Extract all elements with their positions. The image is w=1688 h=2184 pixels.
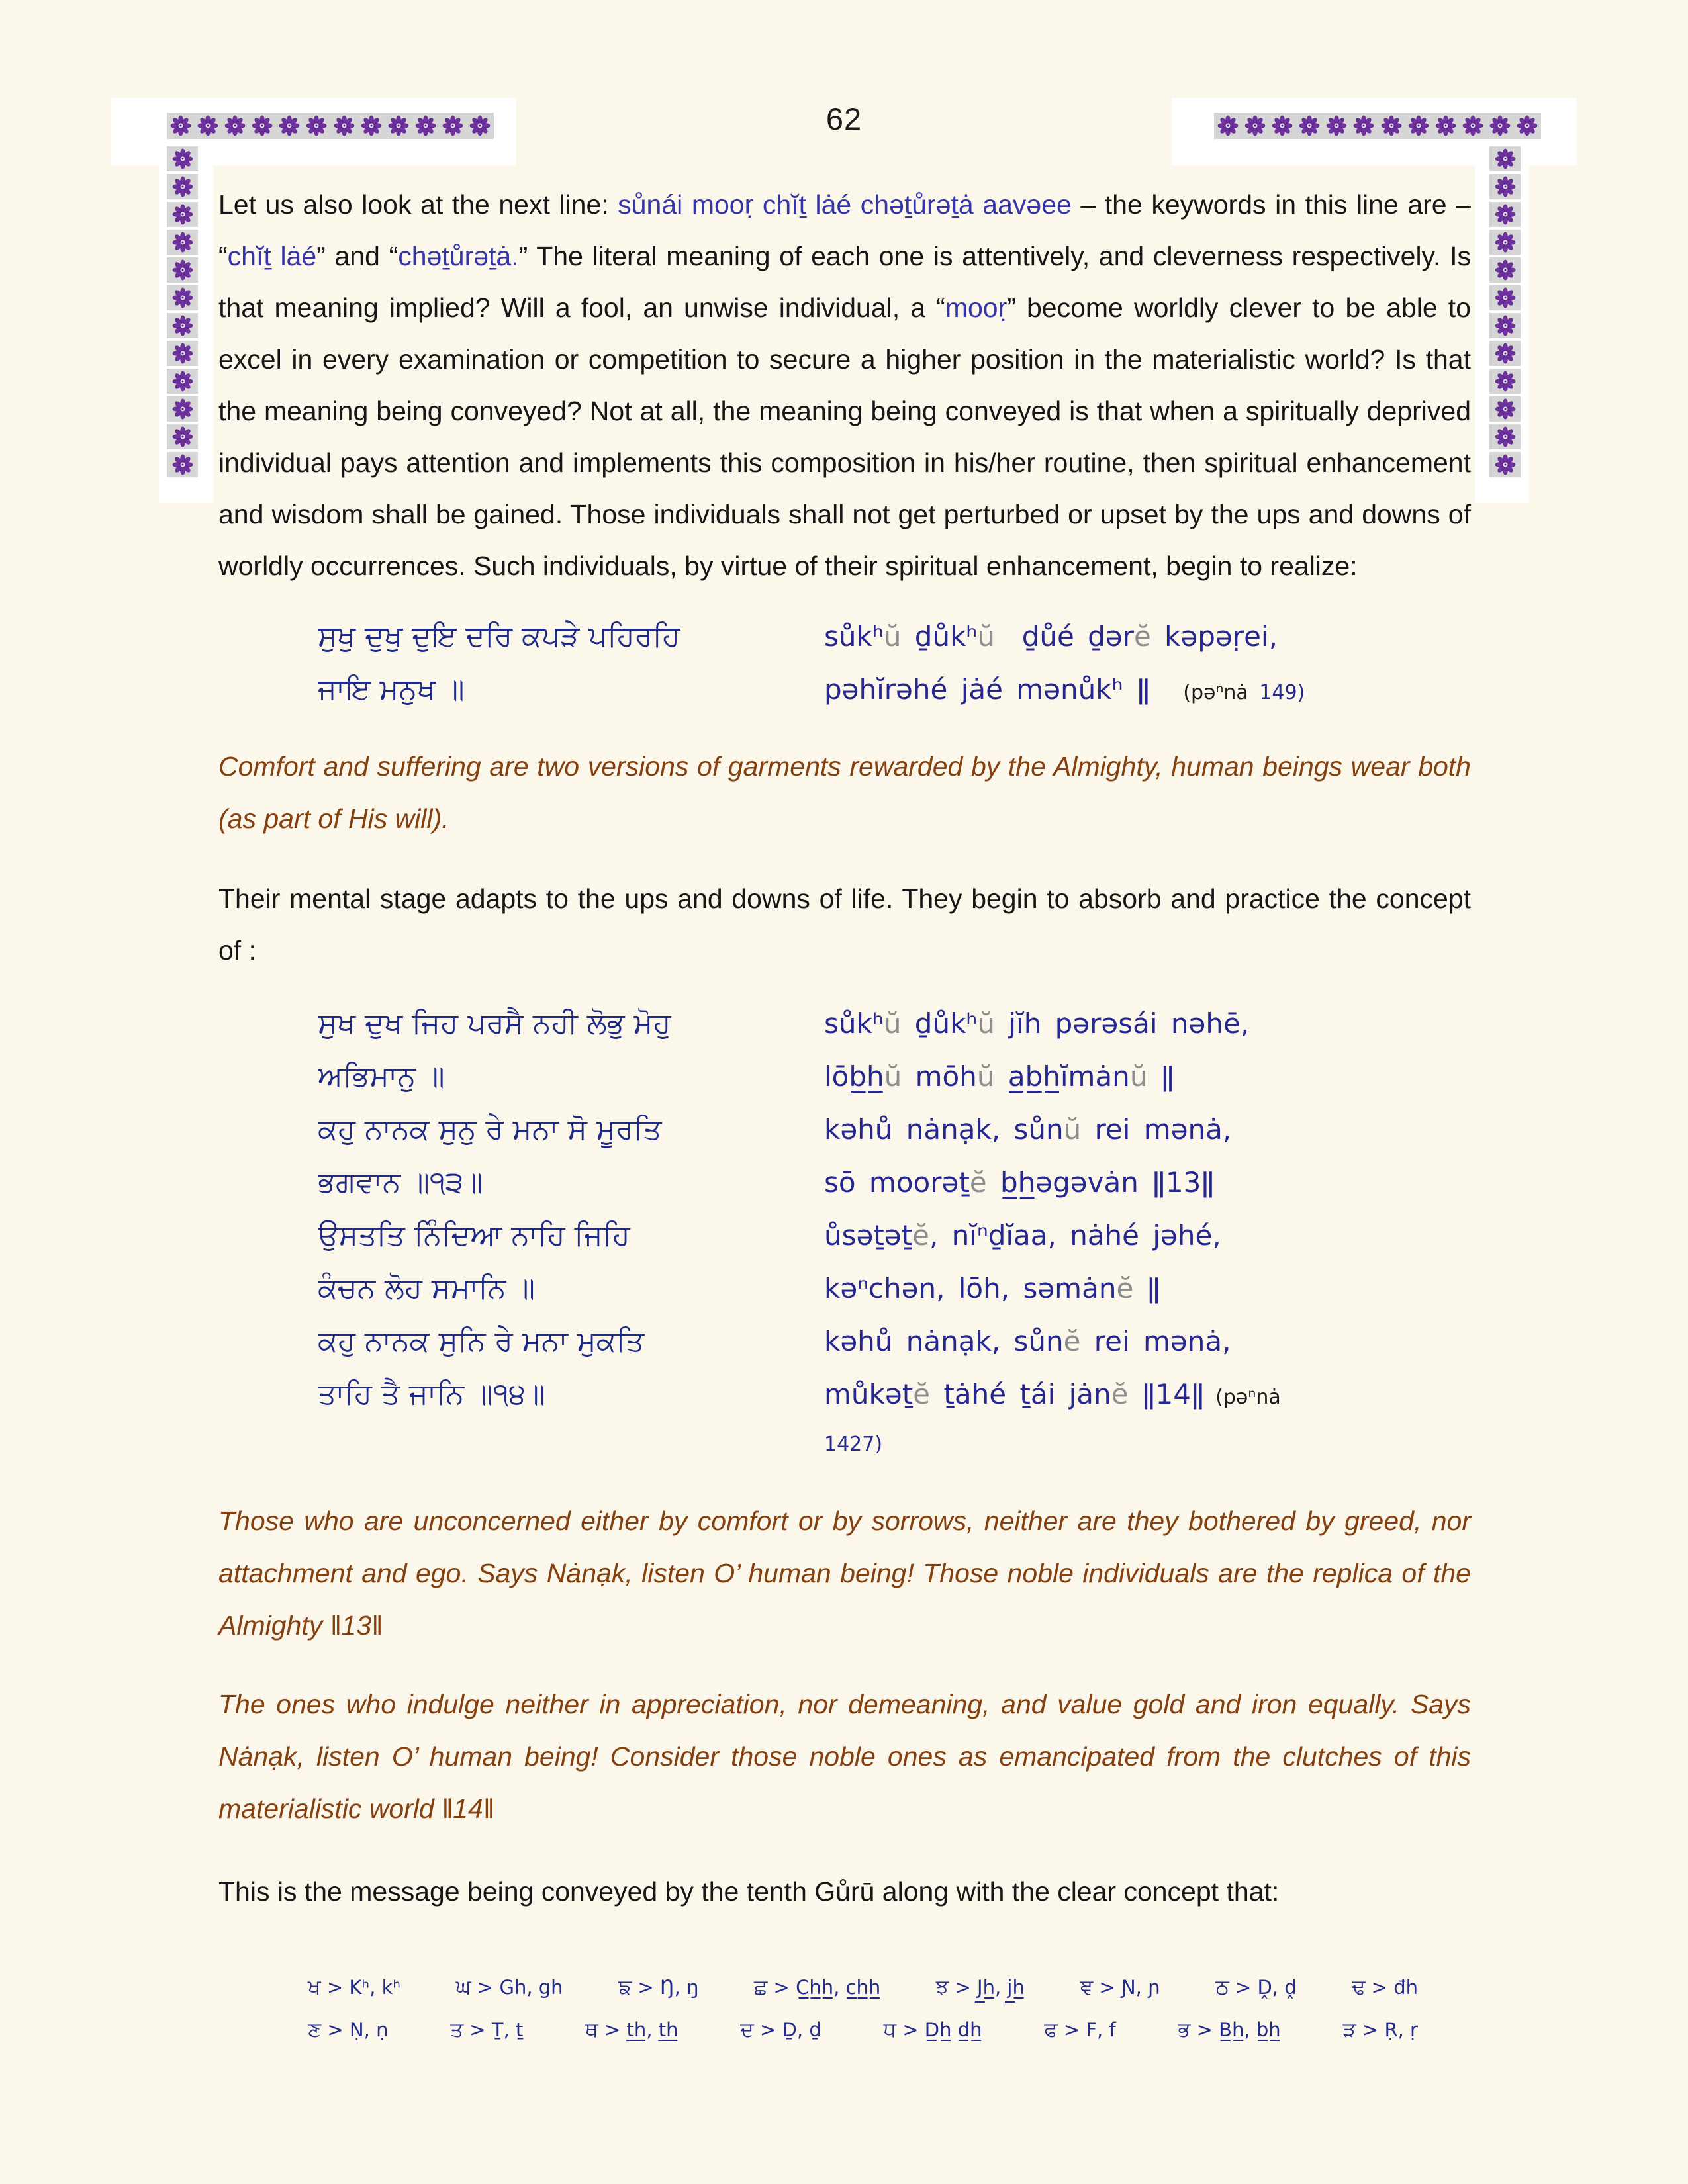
text-segment: sůnái mooṛ chĭṯ lȧé chəṯůrəṯȧ aavəee bbox=[618, 189, 1072, 220]
flower-ornament-icon bbox=[172, 259, 193, 281]
flower-ornament-icon bbox=[172, 204, 193, 225]
latin-equivalent: C̲h̲h̲, c̲h̲h̲ bbox=[796, 1976, 881, 1999]
latin-equivalent: Ḏ, ḏ bbox=[782, 2019, 821, 2041]
transliteration-line bbox=[824, 610, 1471, 663]
transliteration-line bbox=[824, 663, 1471, 719]
latin-equivalent: D̲h̲ d̲h̲ bbox=[924, 2019, 982, 2041]
mapping-arrow: > bbox=[1229, 1976, 1258, 1999]
gurmukhi-line: ਅਭਿਮਾਨੁ ॥ bbox=[318, 1060, 445, 1093]
flower-border-cell bbox=[1489, 313, 1521, 338]
gurmukhi-letter: ਞ bbox=[1080, 1976, 1094, 1999]
paragraph-message: This is the message being conveyed by the tenth Gůrū along with the clear concept that: bbox=[218, 1876, 1280, 1907]
gurmukhi-letter: ਙ bbox=[618, 1976, 632, 1999]
text-segment: ” The literal meaning of each one is attentively, and cleverness respectively. Is that meaning implied? Will a fool, an unwise individual, a “ bbox=[218, 241, 1471, 323]
shabad-row bbox=[218, 1156, 1471, 1209]
flower-border-cell bbox=[167, 341, 198, 366]
flower-ornament-icon bbox=[1495, 371, 1516, 392]
text-segment: pəhĭrəhé jȧé mənůkʰ ǁ bbox=[824, 673, 1150, 705]
flower-ornament-icon bbox=[172, 148, 193, 169]
mapping-arrow: > bbox=[320, 1976, 350, 1999]
legend-row-2 bbox=[308, 2009, 1418, 2051]
gurmukhi-letter: ਤ bbox=[450, 2018, 464, 2042]
latin-equivalent: t̲h̲, t̲h̲ bbox=[626, 2019, 679, 2041]
flower-ornament-icon bbox=[1495, 315, 1516, 336]
text-segment: ṯȧhé ṯái jȧn bbox=[930, 1378, 1111, 1410]
legend-item bbox=[1080, 1966, 1160, 2009]
transliteration-legend bbox=[218, 1966, 1471, 2051]
legend-item bbox=[450, 2009, 523, 2051]
gurmukhi-line: ਸੁਖੁ ਦੁਖੁ ਦੁਇ ਦਰਿ ਕਪੜੇ ਪਹਿਰਹਿ bbox=[318, 619, 680, 653]
mapping-arrow: > bbox=[1365, 1976, 1394, 1999]
flower-ornament-icon bbox=[172, 176, 193, 197]
flower-border-cell bbox=[1489, 369, 1521, 394]
legend-item bbox=[1178, 2009, 1280, 2051]
gurmukhi-line: ਉਸਤਤਿ ਨਿੰਦਿਆ ਨਾਹਿ ਜਿਹਿ bbox=[318, 1218, 630, 1252]
flower-ornament-icon bbox=[172, 232, 193, 253]
mapping-arrow: > bbox=[1093, 1976, 1121, 1999]
gurmukhi-line: ਸੁਖ ਦੁਖ ਜਿਹ ਪਰਸੈ ਨਹੀ ਲੋਭੁ ਮੋਹੁ bbox=[318, 1007, 671, 1040]
page-content bbox=[218, 171, 1471, 2051]
flower-ornament-icon bbox=[172, 287, 193, 308]
shabad-block-1 bbox=[218, 610, 1471, 719]
mapping-arrow: > bbox=[896, 2019, 925, 2041]
flower-ornament-icon bbox=[1495, 259, 1516, 281]
legend-item bbox=[308, 2009, 388, 2051]
text-segment: ḏůkʰ bbox=[901, 620, 978, 653]
text-segment: ŭ bbox=[976, 1060, 995, 1093]
flower-border-cell bbox=[167, 452, 198, 477]
transliteration-line bbox=[824, 1315, 1471, 1368]
legend-item bbox=[936, 1966, 1025, 2009]
flower-ornament-icon bbox=[172, 426, 193, 447]
flower-ornament-icon bbox=[1495, 454, 1516, 475]
text-segment: ” and “ bbox=[316, 241, 399, 271]
gurmukhi-letter: ਣ bbox=[308, 2018, 322, 2042]
text-segment: sō moorəṯ bbox=[824, 1166, 970, 1199]
flower-ornament-icon bbox=[1495, 204, 1516, 225]
text-segment: jĭh pərəsái nəhē, bbox=[995, 1007, 1250, 1040]
text-segment: můkəṯ bbox=[824, 1378, 914, 1410]
shabad-row bbox=[218, 663, 1471, 719]
text-segment: ĕ bbox=[1111, 1378, 1129, 1410]
flower-ornament-icon bbox=[172, 315, 193, 336]
legend-item bbox=[308, 1966, 400, 2009]
flower-border-cell bbox=[167, 313, 198, 338]
shabad-row bbox=[218, 1103, 1471, 1156]
text-segment: 149) bbox=[1259, 681, 1305, 704]
mapping-arrow: > bbox=[949, 1976, 978, 1999]
flower-border-cell bbox=[167, 230, 198, 255]
transliteration-line bbox=[824, 997, 1471, 1050]
text-segment: (pəⁿnȧ bbox=[1204, 1386, 1281, 1409]
legend-item bbox=[1342, 2009, 1418, 2051]
flower-ornament-icon bbox=[172, 398, 193, 420]
gurmukhi-letter: ਠ bbox=[1215, 1976, 1229, 1999]
gurmukhi-line: ਕਹੁ ਨਾਨਕ ਸੁਨੁ ਰੇ ਮਨਾ ਸੋ ਮੂਰਤਿ bbox=[318, 1113, 662, 1146]
flower-border-cell bbox=[1489, 424, 1521, 449]
mapping-arrow: > bbox=[598, 2019, 627, 2041]
flower-border-cell bbox=[167, 202, 198, 227]
transliteration-line bbox=[824, 1368, 1471, 1424]
mapping-arrow: > bbox=[632, 1976, 660, 1999]
flower-ornament-icon bbox=[1495, 287, 1516, 308]
flower-ornament-icon bbox=[1495, 176, 1516, 197]
mapping-arrow: > bbox=[471, 1976, 500, 1999]
flower-ornament-icon bbox=[1495, 426, 1516, 447]
shabad-row bbox=[218, 1315, 1471, 1368]
text-segment: ĕ bbox=[1116, 1272, 1134, 1304]
shabad-row bbox=[218, 610, 1471, 663]
text-segment: a̲b̲h̲ĭmȧn bbox=[994, 1060, 1130, 1093]
latin-equivalent: B̲h̲, b̲h̲ bbox=[1219, 2019, 1281, 2041]
flower-border-cell bbox=[1489, 146, 1521, 171]
translation-shalok-13: Those who are unconcerned either by comfort or by sorrows, neither are they bothered by greed, nor attachment and ego. Says Nȧnạk, listen O’ human being! Those noble individuals are the replica of the Almighty ǁ13ǁ bbox=[218, 1506, 1471, 1641]
transliteration-line bbox=[824, 1424, 1471, 1462]
gurmukhi-line: ਭਗਵਾਨ ॥੧੩॥ bbox=[318, 1165, 483, 1199]
text-segment: ǁ bbox=[1133, 1272, 1161, 1304]
gurmukhi-letter: ਖ bbox=[308, 1976, 321, 1999]
transliteration-line bbox=[824, 1209, 1471, 1262]
transliteration-line bbox=[824, 1050, 1471, 1103]
text-segment: b̲h̲əgəvȧn ǁ13ǁ bbox=[986, 1166, 1215, 1199]
text-segment: kəhů nȧnạk, sůn bbox=[824, 1113, 1064, 1146]
text-segment: ḏůkʰ bbox=[901, 1007, 978, 1040]
text-segment: ǁ bbox=[1147, 1060, 1175, 1093]
latin-equivalent: F, f bbox=[1086, 2019, 1116, 2041]
text-segment: ǁ14ǁ bbox=[1128, 1378, 1205, 1410]
flower-ornament-icon bbox=[1495, 232, 1516, 253]
legend-item bbox=[1352, 1966, 1418, 2009]
shabad-row bbox=[218, 1424, 1471, 1462]
text-segment: ŭ bbox=[883, 1007, 902, 1040]
legend-item bbox=[618, 1966, 698, 2009]
flower-ornament-icon bbox=[1495, 343, 1516, 364]
shabad-block-2 bbox=[218, 997, 1471, 1462]
latin-equivalent: Gh, gh bbox=[499, 1976, 563, 1999]
text-segment: chĭṯ lȧé bbox=[227, 241, 317, 271]
text-segment: ŭ bbox=[977, 1007, 995, 1040]
text-segment: ůsəṯəṯ bbox=[824, 1219, 913, 1251]
gurmukhi-line: ਕੰਚਨ ਲੋਹ ਸਮਾਨਿ ॥ bbox=[318, 1271, 536, 1305]
gurmukhi-line: ਕਹੁ ਨਾਨਕ ਸੁਨਿ ਰੇ ਮਨਾ ਮੁਕਤਿ bbox=[318, 1324, 645, 1358]
text-segment: 1427) bbox=[824, 1433, 883, 1456]
text-segment: rei mənȧ, bbox=[1081, 1113, 1232, 1146]
shabad-row bbox=[218, 1209, 1471, 1262]
latin-equivalent: Ḓ, ḓ bbox=[1257, 1976, 1297, 1999]
flower-border-cell bbox=[1489, 452, 1521, 477]
gurmukhi-letter: ਭ bbox=[1178, 2018, 1191, 2042]
flower-border-cell bbox=[167, 369, 198, 394]
gurmukhi-letter: ਛ bbox=[754, 1976, 768, 1999]
text-segment: ĕ bbox=[969, 1166, 987, 1199]
latin-equivalent: đh bbox=[1393, 1976, 1418, 1999]
flower-ornament-icon bbox=[172, 343, 193, 364]
paragraph-intro bbox=[218, 179, 1471, 592]
gurmukhi-line: ਤਾਹਿ ਤੈ ਜਾਨਿ ॥੧੪॥ bbox=[318, 1377, 545, 1411]
text-segment: ŭ bbox=[977, 620, 995, 653]
legend-item bbox=[754, 1966, 880, 2009]
transliteration-line bbox=[824, 1262, 1471, 1315]
mapping-arrow: > bbox=[463, 2019, 492, 2041]
latin-equivalent: Ŋ, ŋ bbox=[659, 1976, 699, 1999]
flower-ornament-icon bbox=[172, 454, 193, 475]
flower-border-cell bbox=[167, 396, 198, 422]
latin-equivalent: J̲h̲, j̲h̲ bbox=[977, 1976, 1025, 1999]
mapping-arrow: > bbox=[1356, 2019, 1385, 2041]
flower-border-cell bbox=[1489, 285, 1521, 310]
gurmukhi-letter: ਧ bbox=[883, 2018, 897, 2042]
text-segment: (pəⁿnȧ bbox=[1150, 681, 1260, 704]
text-segment: Let us also look at the next line: bbox=[218, 189, 618, 220]
latin-equivalent: Ɲ, ɲ bbox=[1121, 1976, 1160, 1999]
transliteration-line bbox=[824, 1103, 1471, 1156]
flower-border-cell bbox=[167, 146, 198, 171]
mapping-arrow: > bbox=[753, 2019, 782, 2041]
text-segment: ŭ bbox=[884, 1060, 902, 1093]
gurmukhi-line bbox=[318, 1424, 824, 1462]
text-segment: ĕ bbox=[912, 1219, 929, 1251]
flower-ornament-icon bbox=[1495, 398, 1516, 420]
text-segment: ĕ bbox=[1063, 1325, 1081, 1357]
mapping-arrow: > bbox=[1057, 2019, 1086, 2041]
gurmukhi-letter: ਝ bbox=[935, 1976, 949, 1999]
shabad-row bbox=[218, 997, 1471, 1050]
legend-item bbox=[585, 2009, 678, 2051]
text-segment: lōb̲h̲ bbox=[824, 1060, 884, 1093]
flower-border-cell bbox=[167, 174, 198, 199]
legend-item bbox=[456, 1966, 563, 2009]
flower-ornament-icon bbox=[1495, 148, 1516, 169]
text-segment: ŭ bbox=[883, 620, 902, 653]
flower-ornament-icon bbox=[172, 371, 193, 392]
text-segment: chəṯůrəṯȧ. bbox=[398, 241, 519, 271]
transliteration-line bbox=[824, 1156, 1471, 1209]
text-segment: , nĭⁿḏĭaa, nȧhé jəhé, bbox=[929, 1219, 1221, 1251]
flower-border-cell bbox=[167, 257, 198, 283]
legend-item bbox=[1044, 2009, 1115, 2051]
legend-item bbox=[884, 2009, 982, 2051]
text-segment: ĕ bbox=[913, 1378, 931, 1410]
mapping-arrow: > bbox=[321, 2019, 350, 2041]
text-segment: rei mənȧ, bbox=[1080, 1325, 1231, 1357]
legend-item bbox=[740, 2009, 821, 2051]
text-segment: ḏůé ḏər bbox=[995, 620, 1134, 653]
right-flower-border bbox=[1489, 146, 1521, 477]
text-segment: – the keywords in this line are – “ bbox=[218, 189, 1471, 271]
gurmukhi-letter: ਥ bbox=[585, 2018, 598, 2042]
gurmukhi-letter: ਫ bbox=[1044, 2018, 1058, 2042]
latin-equivalent: Ṇ, ṇ bbox=[349, 2019, 389, 2041]
flower-border-cell bbox=[1489, 230, 1521, 255]
text-segment: kəⁿchən, lōh, səmȧn bbox=[824, 1272, 1117, 1304]
text-segment: kəpəṛei, bbox=[1150, 620, 1278, 653]
left-flower-border bbox=[167, 146, 198, 477]
legend-item bbox=[1215, 1966, 1296, 2009]
gurmukhi-letter: ਘ bbox=[455, 1976, 471, 1999]
text-segment: sůkʰ bbox=[824, 1007, 884, 1040]
flower-border-cell bbox=[1489, 174, 1521, 199]
flower-border-cell bbox=[1489, 257, 1521, 283]
flower-border-cell bbox=[167, 285, 198, 310]
flower-border-cell bbox=[1489, 202, 1521, 227]
gurmukhi-line: ਜਾਇ ਮਨੁਖ ॥ bbox=[318, 672, 465, 706]
text-segment: kəhů nȧnạk, sůn bbox=[824, 1325, 1064, 1357]
flower-border-cell bbox=[1489, 396, 1521, 422]
text-segment: mooṛ bbox=[945, 293, 1008, 323]
shabad-row bbox=[218, 1050, 1471, 1103]
translation-shalok-14: The ones who indulge neither in appreciation, nor demeaning, and value gold and iron equally. Says Nȧnạk, listen O’ human being! Consider those noble ones as emancipated from the clutches of this materialistic world ǁ14ǁ bbox=[218, 1689, 1471, 1824]
page-number: 62 bbox=[825, 101, 863, 136]
latin-equivalent: Ṛ, ṛ bbox=[1384, 2019, 1418, 2041]
latin-equivalent: Ṯ, ṯ bbox=[491, 2019, 524, 2041]
legend-row-1 bbox=[308, 1966, 1418, 2009]
text-segment: ŭ bbox=[1129, 1060, 1148, 1093]
text-segment: ” become worldly clever to be able to excel in every examination or competition to secure a higher position in the materialistic world? Is that the meaning being conveyed? Not at all, the meaning being conveyed is that when a spiritually deprived individual pays attention and implements this composition in his/her routine, then spiritual enhancement and wisdom shall be gained. Those individuals shall not get perturbed or upset by the ups and downs of worldly occurrences. Such individuals, by virtue of their spiritual enhancement, begin to realize: bbox=[218, 293, 1471, 581]
translation-comfort-suffering: Comfort and suffering are two versions of garments rewarded by the Almighty, human beings wear both (as part of His will). bbox=[218, 751, 1471, 834]
mapping-arrow: > bbox=[1190, 2019, 1219, 2041]
mapping-arrow: > bbox=[767, 1976, 796, 1999]
latin-equivalent: Kʰ, kʰ bbox=[349, 1976, 401, 1999]
text-segment: ŭ bbox=[1063, 1113, 1082, 1146]
shabad-row bbox=[218, 1262, 1471, 1315]
text-segment: sůkʰ bbox=[824, 620, 884, 653]
text-segment: ĕ bbox=[1133, 620, 1151, 653]
flower-border-cell bbox=[167, 424, 198, 449]
paragraph-mental-stage: Their mental stage adapts to the ups and downs of life. They begin to absorb and practice the concept of : bbox=[218, 884, 1471, 966]
text-segment: mōh bbox=[902, 1060, 977, 1093]
flower-border-cell bbox=[1489, 341, 1521, 366]
gurmukhi-letter: ੜ bbox=[1342, 2018, 1356, 2042]
gurmukhi-letter: ਦ bbox=[740, 2018, 754, 2042]
shabad-row bbox=[218, 1368, 1471, 1424]
gurmukhi-letter: ਢ bbox=[1352, 1976, 1366, 1999]
